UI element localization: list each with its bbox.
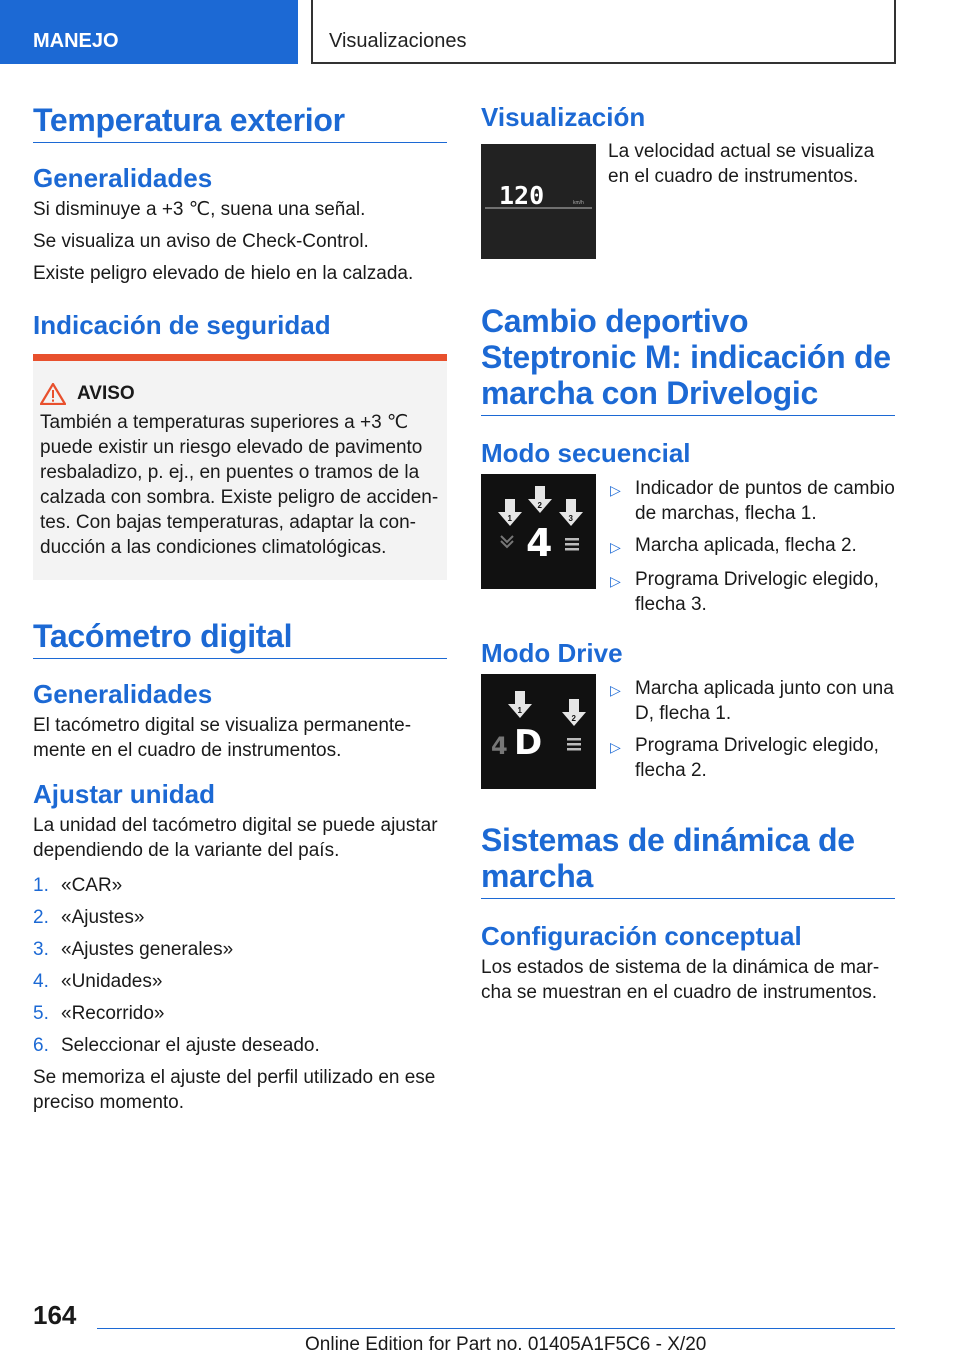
seq-mode-graphic [481,474,596,589]
temp-general-p3: Existe peligro elevado de hielo en la calzada. [33,263,414,284]
seq-list [610,476,895,617]
triangle-bullet-icon: ▷ [610,682,621,698]
tacho-section-rule [33,618,447,659]
subsection-title: Visualizaciones [311,0,896,64]
seq-item-text: Indicador de puntos de cambio de marchas, flecha 1. [635,478,895,524]
speed-display-row [481,141,895,259]
drive-item-text: Marcha aplicada junto con una D, flecha 1. [635,678,894,724]
triangle-bullet-icon: ▷ [610,482,621,498]
warning-triangle-icon [40,383,66,405]
dyn-section-rule [481,822,895,899]
warning-text: También a temperaturas superiores a +3 ℃ puede existir un riesgo elevado de pavimento resbaladizo, p. ej., en puentes o tramos de la calzada con sombra. Existe peligro de accidentes. Con bajas temperaturas, adaptar la conducción a las condiciones climatológicas. [40,412,439,558]
seq-heading: Modo secuencial [481,438,691,468]
step-text: «Ajustes generales» [61,939,234,960]
list-item [610,476,895,526]
seq-mode-image [481,474,596,589]
step-number: 3. [33,939,49,960]
footer-rule [97,1328,895,1329]
step-number: 1. [33,875,49,896]
steptronic-section-rule [481,303,895,416]
steptronic-title: Cambio deportivo Steptronic M: indicación de marcha con Drivelogic [481,303,891,411]
left-column [33,102,447,1115]
list-item [33,937,447,962]
right-column [481,102,895,1005]
drive-mode-image [481,674,596,789]
temp-general-heading: Generalidades [33,163,213,193]
concept-p: Los estados de sistema de la dinámica de marcha se muestran en el cuadro de instrumentos. [481,957,880,1003]
step-text: Seleccionar el ajuste deseado. [61,1035,320,1056]
display-text-block [596,141,895,259]
arrow-label-3: 3 [568,514,573,523]
seq-gear: 4 [526,521,553,565]
drive-gear-big: D [514,723,543,763]
drive-row [481,674,895,790]
drive-item-text: Programa Drivelogic elegido, flecha 2. [635,735,879,781]
step-number: 6. [33,1035,49,1056]
triangle-bullet-icon: ▷ [610,573,621,589]
drive-arrow-label-1: 1 [517,706,522,715]
triangle-bullet-icon: ▷ [610,739,621,755]
unit-steps-list [33,873,447,1058]
drive-list [610,676,895,783]
list-item [610,676,895,726]
step-text: «Ajustes» [61,907,145,928]
speed-display-graphic [481,144,596,259]
tacho-general-heading: Generalidades [33,679,213,709]
temp-section-rule [33,102,447,143]
footer-edition: Online Edition for Part no. 01405A1F5C6 - X/20 [305,1334,707,1355]
dyn-title: Sistemas de dinámica de marcha [481,822,855,894]
tacho-title: Tacómetro digital [33,618,293,654]
step-number: 5. [33,1003,49,1024]
seq-item-text: Programa Drivelogic elegido, flecha 3. [635,569,879,615]
list-item [610,533,895,560]
list-item [33,905,447,930]
seq-row [481,474,895,624]
temp-general-p1: Si disminuye a +3 ℃, suena una señal. [33,199,366,220]
triangle-bullet-icon: ▷ [610,539,621,555]
display-p: La velocidad actual se visualiza en el cuadro de instrumentos. [608,141,875,187]
arrow-label-2: 2 [537,501,542,510]
speed-display-image [481,144,596,259]
speed-unit: km/h [573,200,584,206]
unit-heading: Ajustar unidad [33,779,216,809]
temp-general-p2: Se visualiza un aviso de Check-Control. [33,231,369,252]
safety-heading: Indicación de seguridad [33,310,331,340]
list-item [33,1033,447,1058]
drive-gear-small: 4 [491,732,508,760]
drive-heading: Modo Drive [481,638,623,668]
temp-title: Temperatura exterior [33,102,345,138]
drive-arrow-label-2: 2 [571,714,576,723]
drive-text-block [596,674,895,790]
step-text: «CAR» [61,875,123,896]
unit-after-text: Se memoriza el ajuste del perfil utilizado en ese preciso momento. [33,1067,436,1113]
concept-heading: Configuración conceptual [481,921,802,951]
list-item [33,873,447,898]
list-item [610,567,895,617]
seq-text-block [596,474,895,624]
section-tab: MANEJO [0,0,298,64]
list-item [33,1001,447,1026]
arrow-label-1: 1 [507,514,512,523]
page-number: 164 [33,1300,77,1330]
list-item [610,733,895,783]
display-heading: Visualización [481,102,646,132]
seq-item-text: Marcha aplicada, flecha 2. [635,535,857,556]
step-text: «Unidades» [61,971,163,992]
drive-mode-graphic [481,674,596,789]
tacho-general-p: El tacómetro digital se visualiza permanentemente en el cuadro de instrumentos. [33,715,412,761]
list-item [33,969,447,994]
warning-title [40,383,439,405]
unit-p: La unidad del tacómetro digital se puede ajustar dependiendo de la variante del país. [33,815,438,861]
speed-value: 120 [499,181,545,210]
step-number: 2. [33,907,49,928]
step-number: 4. [33,971,49,992]
warning-box [33,354,447,580]
warning-label: AVISO [77,383,135,404]
step-text: «Recorrido» [61,1003,165,1024]
